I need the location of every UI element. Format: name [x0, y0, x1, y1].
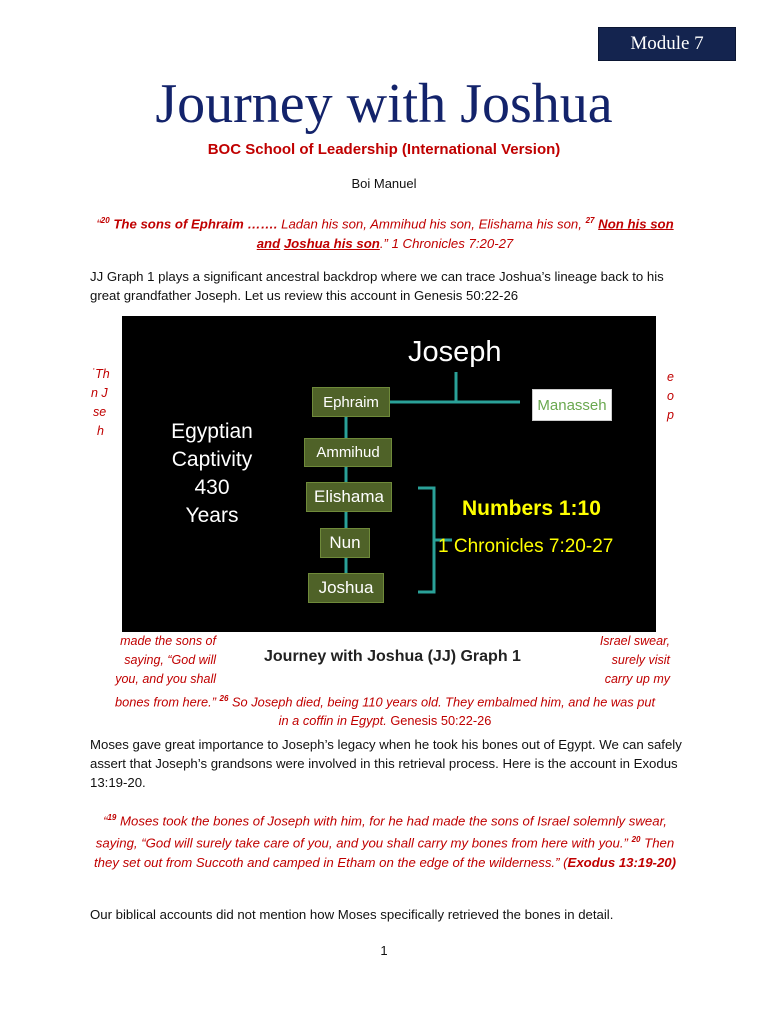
page-title: Journey with Joshua	[155, 73, 613, 135]
captivity-line: Years	[185, 504, 239, 527]
fragment-line: se	[93, 405, 107, 419]
verse-number: 27	[585, 216, 595, 225]
verse-number: 20	[631, 835, 641, 845]
quote-reference: .” 1 Chronicles 7:20-27	[379, 236, 514, 252]
quote-text: Then they set out from Succoth and camped in Etham on the edge of the wilderness.” (	[93, 835, 675, 870]
paragraph-moses: Moses gave great importance to Joseph’s legacy when he took his bones out of Egypt. We can safely assert that Joseph’s grandsons were involved in this retrieval process. Here is the account in Exodus 13:19-20.	[90, 737, 682, 790]
fragment-line: saying, “God will	[124, 653, 216, 667]
node-joshua: Joshua	[308, 573, 384, 603]
quote-text: Moses took the bones of Joseph with him, for he had made the sons of Israel solemnly swear, saying, “God will surely take care of you, and you shall carry my bones from here with you.”	[95, 813, 667, 851]
side-fragment-left	[91, 365, 110, 441]
fragment-line: surely visit	[611, 653, 670, 667]
graph-captivity-text	[162, 418, 262, 530]
page-subtitle: BOC School of Leadership (International Version)	[207, 141, 561, 158]
caption-fragment-right	[560, 632, 670, 689]
fragment-line: carry up my	[604, 672, 670, 686]
fragment-line: ˙Th	[91, 367, 110, 381]
fragment-line: made the sons of	[120, 634, 216, 648]
quote-text: in a coffin in Egypt.	[278, 713, 387, 729]
quote-reference: Exodus 13:19-20)	[567, 854, 677, 870]
page-number: 1	[380, 943, 388, 958]
quote-text: and	[256, 236, 281, 252]
fragment-line: p	[667, 408, 674, 422]
node-ammihud: Ammihud	[304, 438, 392, 467]
fragment-line: o	[667, 389, 674, 403]
quote-text: bones from here.”	[114, 694, 220, 710]
lineage-graph	[122, 316, 656, 632]
quote-text: The sons of Ephraim …….	[109, 216, 282, 232]
fragment-line: you, and you shall	[115, 672, 216, 686]
scripture-quote-chronicles	[90, 211, 680, 254]
module-badge: Module 7	[598, 27, 736, 61]
genesis-quote-continuation	[90, 689, 680, 730]
node-ephraim: Ephraim	[312, 387, 390, 417]
graph-joseph-label: Joseph	[408, 336, 502, 368]
side-fragment-right	[667, 368, 674, 425]
verse-number: 20	[100, 216, 110, 225]
graph-ref-chronicles: 1 Chronicles 7:20-27	[438, 536, 614, 557]
captivity-line: 430	[194, 476, 230, 499]
quote-mark: “	[103, 813, 108, 829]
graph-ref-numbers: Numbers 1:10	[462, 497, 601, 520]
fragment-line: n J	[91, 386, 108, 400]
quote-text: Ladan his son, Ammihud his son, Elishama his son,	[281, 216, 586, 232]
caption-fragment-left	[96, 632, 216, 689]
node-manasseh: Manasseh	[532, 389, 612, 421]
fragment-line: Israel swear,	[599, 634, 670, 648]
quote-mark: “	[96, 216, 101, 232]
paragraph-closing: Our biblical accounts did not mention how Moses specifically retrieved the bones in detail.	[90, 907, 614, 922]
author-name: Boi Manuel	[351, 176, 417, 191]
scripture-quote-exodus	[90, 808, 680, 872]
bracket	[418, 488, 434, 592]
captivity-line: Egyptian	[171, 420, 253, 443]
fragment-line: e	[667, 370, 674, 384]
fragment-line: h	[97, 424, 104, 438]
graph-caption: Journey with Joshua (JJ) Graph 1	[264, 648, 521, 665]
node-elishama: Elishama	[306, 482, 392, 512]
paragraph-intro: JJ Graph 1 plays a significant ancestral backdrop where we can trace Joshua’s lineage back to his great grandfather Joseph. Let us review this account in Genesis 50:22-26	[90, 269, 664, 303]
quote-text: Non his son	[598, 216, 674, 232]
quote-text: Joshua his son	[283, 236, 380, 252]
captivity-line: Captivity	[171, 448, 253, 471]
verse-number: 26	[219, 694, 229, 703]
quote-text: So Joseph died, being 110 years old. They embalmed him, and he was put	[228, 694, 656, 710]
quote-reference: Genesis 50:22-26	[386, 713, 492, 729]
node-nun: Nun	[320, 528, 370, 558]
verse-number: 19	[107, 813, 117, 822]
